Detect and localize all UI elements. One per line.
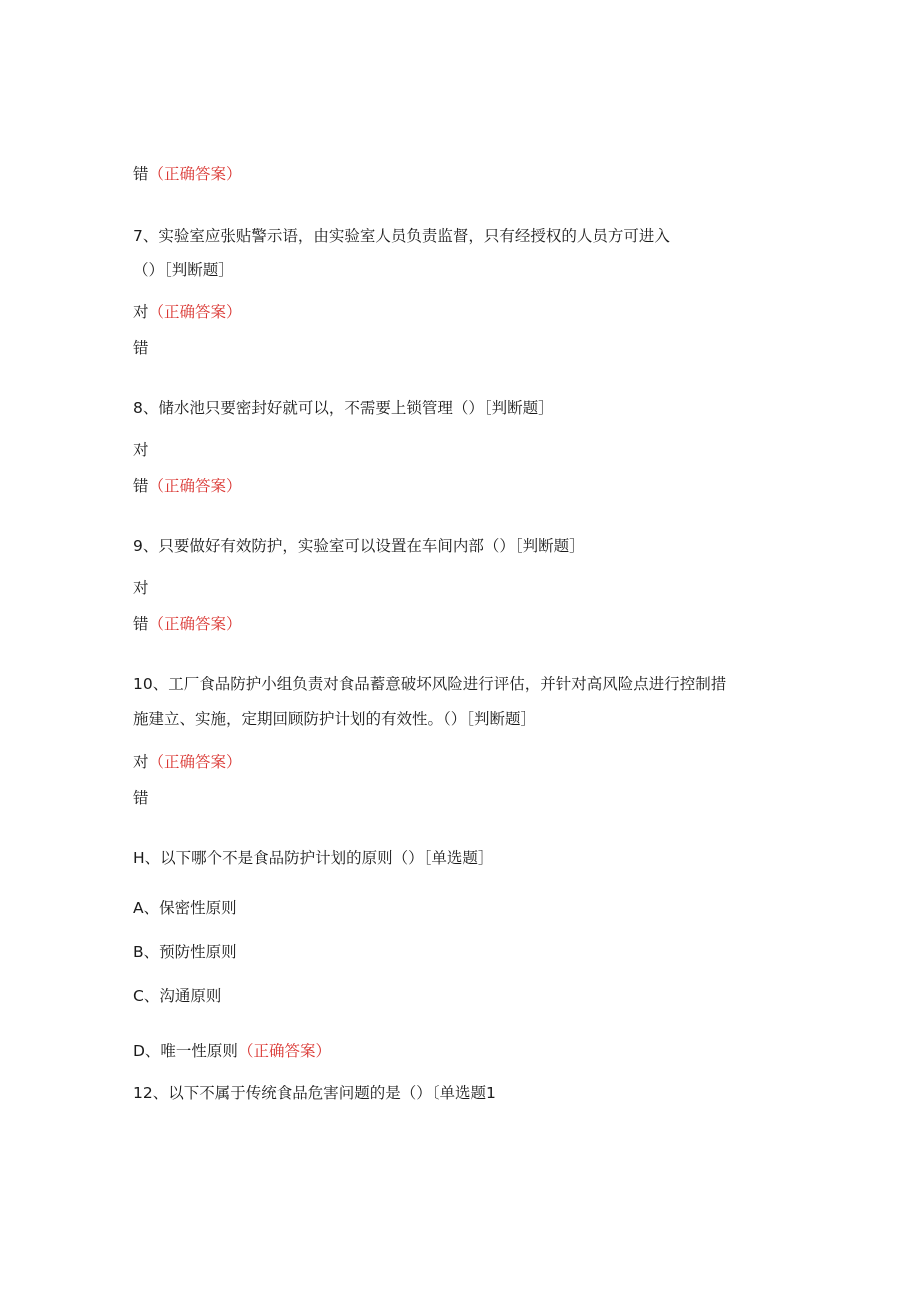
- q9-option-b: [133, 613, 242, 635]
- q12-question: 12、以下不属于传统食品危害问题的是（）〔单选题1: [133, 1084, 496, 1102]
- q10-option-b: 错: [133, 789, 149, 807]
- q6-option-b: [133, 163, 242, 185]
- q10-option-a: [133, 751, 242, 773]
- option-text: 错: [133, 477, 149, 495]
- option-text: 错: [133, 615, 149, 633]
- correct-answer-mark: （正确答案）: [148, 165, 242, 183]
- option-text: D、唯一性原则: [133, 1042, 238, 1060]
- correct-answer-mark: （正确答案）: [148, 753, 242, 771]
- correct-answer-mark: （正确答案）: [148, 303, 242, 321]
- q10-question-line-1: 10、工厂食品防护小组负责对食品蓄意破坏风险进行评估，并针对高风险点进行控制措: [133, 675, 727, 693]
- q11-option-c: C、沟通原则: [133, 987, 222, 1005]
- q11-option-d: [133, 1040, 331, 1062]
- q7-option-b: 错: [133, 339, 149, 357]
- q9-question: 9、只要做好有效防护，实验室可以设置在车间内部（）［判断题］: [133, 537, 585, 555]
- q11-question: H、以下哪个不是食品防护计划的原则（）［单选题］: [133, 849, 494, 867]
- correct-answer-mark: （正确答案）: [148, 477, 242, 495]
- option-text: 错: [133, 165, 149, 183]
- option-text: 对: [133, 303, 149, 321]
- q8-option-b: [133, 475, 242, 497]
- q8-question: 8、储水池只要密封好就可以，不需要上锁管理（）［判断题］: [133, 399, 554, 417]
- correct-answer-mark: （正确答案）: [148, 615, 242, 633]
- q10-question-line-2: 施建立、实施，定期回顾防护计划的有效性。（）［判断题］: [133, 710, 537, 728]
- q8-option-a: 对: [133, 441, 149, 459]
- q9-option-a: 对: [133, 579, 149, 597]
- q11-option-a: A、保密性原则: [133, 899, 237, 917]
- q11-option-b: B、预防性原则: [133, 943, 237, 961]
- q7-question-line-2: （）［判断题］: [133, 261, 234, 279]
- q7-question-line-1: 7、实验室应张贴警示语，由实验室人员负责监督，只有经授权的人员方可进入: [133, 227, 670, 245]
- correct-answer-mark: （正确答案）: [237, 1042, 331, 1060]
- option-text: 对: [133, 753, 149, 771]
- q7-option-a: [133, 301, 242, 323]
